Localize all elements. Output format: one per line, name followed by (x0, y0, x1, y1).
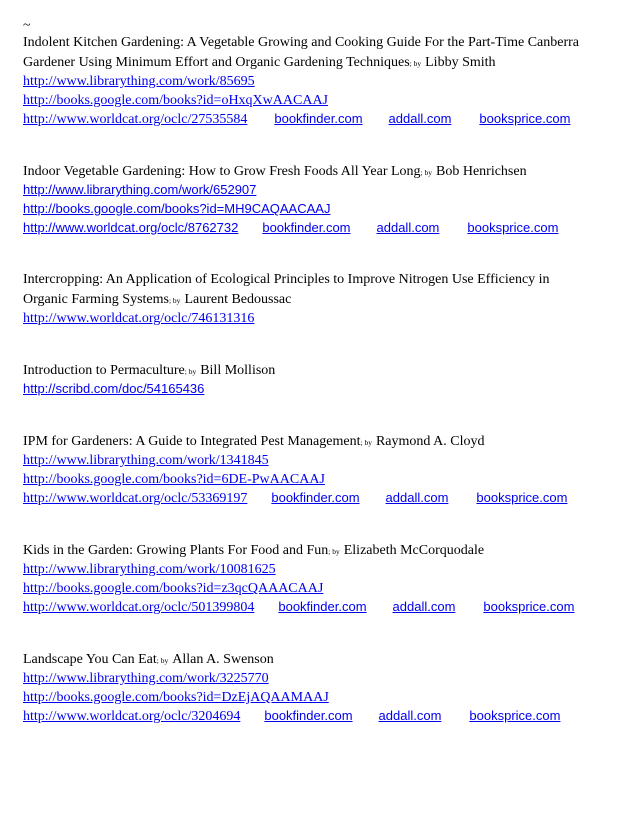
booksprice-link[interactable]: booksprice.com (469, 708, 561, 723)
addall-link[interactable]: addall.com (376, 220, 440, 235)
book-title-author-line (23, 161, 623, 180)
worldcat-link[interactable]: http://www.worldcat.org/oclc/3204694 (23, 709, 241, 724)
bookfinder-link[interactable]: bookfinder.com (278, 599, 367, 614)
book-entry-indoor-vegetable-gardening (23, 161, 623, 237)
by-label: ; by (409, 59, 422, 68)
book-entry-landscape-you-can-eat (23, 649, 623, 725)
book-author: Libby Smith (425, 55, 496, 70)
by-label: ; by (168, 296, 181, 305)
book-author: Elizabeth McCorquodale (343, 543, 485, 558)
document-page (23, 19, 623, 725)
tilde-marker: ~ (23, 18, 31, 33)
book-title-line: Indoor Vegetable Gardening: How to Grow Fresh Foods All Year Long (23, 164, 421, 179)
book-entry-intercropping (23, 270, 623, 327)
book-author: Raymond A. Cloyd (375, 434, 485, 449)
book-title-author-line (23, 289, 623, 308)
booksprice-link[interactable]: booksprice.com (479, 111, 571, 126)
book-title-line: Organic Farming Systems (23, 292, 169, 307)
book-title-line: Introduction to Permaculture (23, 363, 185, 378)
google-books-link[interactable]: http://books.google.com/books?id=z3qcQAAACAAJ (23, 581, 324, 596)
google-books-link[interactable]: http://books.google.com/books?id=MH9CAQAACAAJ (23, 201, 331, 216)
book-title-line: Gardener Using Minimum Effort and Organic Gardening Techniques (23, 55, 410, 70)
google-books-link[interactable]: http://books.google.com/books?id=6DE-PwAACAAJ (23, 472, 325, 487)
worldcat-link[interactable]: http://www.worldcat.org/oclc/27535584 (23, 112, 248, 127)
google-books-link[interactable]: http://books.google.com/books?id=DzEjAQAAMAAJ (23, 690, 329, 705)
by-label: ; by (156, 656, 169, 665)
worldcat-link[interactable]: http://www.worldcat.org/oclc/746131316 (23, 311, 255, 326)
by-label: ; by (184, 367, 197, 376)
librarything-link[interactable]: http://www.librarything.com/work/10081625 (23, 562, 276, 577)
booksprice-link[interactable]: booksprice.com (467, 220, 559, 235)
by-label: ; by (420, 168, 432, 177)
addall-link[interactable]: addall.com (392, 599, 456, 614)
book-title-line: IPM for Gardeners: A Guide to Integrated Pest Management (23, 434, 361, 449)
book-entry-introduction-to-permaculture (23, 360, 623, 398)
booksprice-link[interactable]: booksprice.com (476, 490, 568, 505)
addall-link[interactable]: addall.com (378, 708, 442, 723)
book-author: Laurent Bedoussac (184, 292, 292, 307)
addall-link[interactable]: addall.com (385, 490, 449, 505)
book-title-author-line (23, 431, 623, 450)
book-title-line: Intercropping: An Application of Ecological Principles to Improve Nitrogen Use Efficiency in (23, 272, 550, 287)
book-title-author-line (23, 360, 623, 379)
book-entry-indolent-kitchen-gardening (23, 33, 623, 128)
google-books-link[interactable]: http://books.google.com/books?id=oHxqXwAACAAJ (23, 93, 328, 108)
addall-link[interactable]: addall.com (388, 111, 452, 126)
book-title-line: Indolent Kitchen Gardening: A Vegetable Growing and Cooking Guide For the Part-Time Canberra (23, 35, 580, 50)
worldcat-link[interactable]: http://www.worldcat.org/oclc/8762732 (23, 220, 239, 235)
worldcat-link[interactable]: http://www.worldcat.org/oclc/501399804 (23, 600, 255, 615)
librarything-link[interactable]: http://www.librarything.com/work/1341845 (23, 453, 269, 468)
book-title-author-line (23, 649, 623, 668)
book-entry-ipm-for-gardeners (23, 431, 623, 507)
bookfinder-link[interactable]: bookfinder.com (274, 111, 363, 126)
book-title-author-line (23, 540, 623, 559)
bookfinder-link[interactable]: bookfinder.com (262, 220, 351, 235)
bookfinder-link[interactable]: bookfinder.com (271, 490, 360, 505)
book-author: Bill Mollison (200, 363, 276, 378)
book-title-line: Landscape You Can Eat (23, 652, 157, 667)
book-entry-kids-in-the-garden (23, 540, 623, 616)
booksprice-link[interactable]: booksprice.com (483, 599, 575, 614)
by-label: ; by (328, 547, 340, 556)
by-label: ; by (360, 438, 372, 447)
book-author: Bob Henrichsen (436, 164, 527, 179)
book-author: Allan A. Swenson (172, 652, 274, 667)
librarything-link[interactable]: http://www.librarything.com/work/652907 (23, 182, 257, 197)
librarything-link[interactable]: http://www.librarything.com/work/3225770 (23, 671, 269, 686)
book-title-line: Kids in the Garden: Growing Plants For Food and Fun (23, 543, 329, 558)
book-title-author-line (23, 52, 623, 71)
bookfinder-link[interactable]: bookfinder.com (264, 708, 353, 723)
scribd-link[interactable]: http://scribd.com/doc/54165436 (23, 381, 205, 396)
worldcat-link[interactable]: http://www.worldcat.org/oclc/53369197 (23, 491, 248, 506)
librarything-link[interactable]: http://www.librarything.com/work/85695 (23, 74, 255, 89)
